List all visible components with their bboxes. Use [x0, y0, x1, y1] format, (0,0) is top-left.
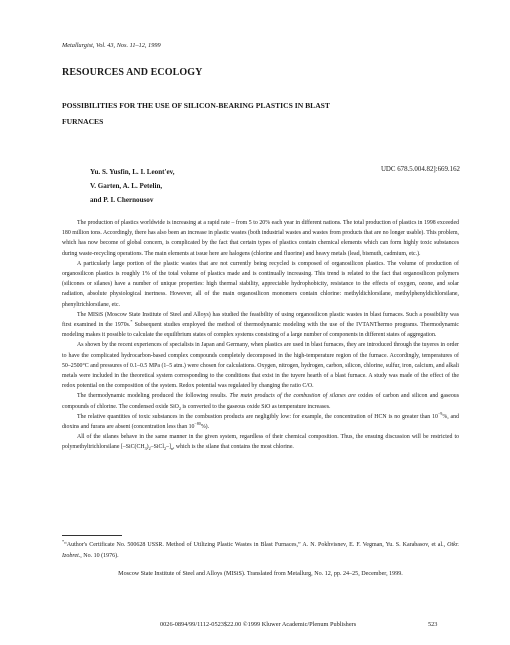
footnote-text: , No. 10 (1976).	[80, 553, 119, 559]
subscript: 2	[148, 446, 151, 452]
footnote-marker: *	[62, 539, 65, 544]
footnote-text: “Author's Certificate No. 500628 USSR. Method of Utilizing Plastic Wastes in Blast Furnaces,” A. N. Pokhvisnev, E. F. Vegman, Yu. S. Karabasov, et al.,	[64, 542, 448, 548]
paragraph-text: All of the silanes behave in the same manner in the given system, regardless of their chemical composition. Thus, the ensuing discussion will be restricted to polymethyltrichlorsilane [–SiC(CH	[62, 434, 459, 451]
footnote	[62, 540, 459, 562]
affiliation-note: Moscow State Institute of Steel and Alloys (MISiS). Translated from Metallurg, No. 12, pp. 24–25, December, 1999.	[118, 571, 403, 577]
paragraph-text: The MISiS (Moscow State Institute of Steel and Alloys) has studied the feasibility of using organosilicon plastic wastes in blast furnaces. Such a possibility was first examined in the 1970s.	[62, 311, 459, 329]
author-list	[90, 165, 280, 207]
udc-code: UDC 678.5.004.82]:669.162	[380, 166, 460, 173]
paragraph-text: oxides of carbon and silicon and gaseous compounds of chlorine. The condensed oxide SiO	[62, 393, 459, 410]
article-body	[62, 218, 459, 453]
emphasis-text: The main products of the combustion of silanes are	[229, 393, 356, 400]
subscript: 3	[144, 446, 147, 452]
page-number: 523	[428, 621, 438, 628]
footnote-marker: *	[130, 319, 133, 325]
paragraph-text: is converted to the gaseous oxide SiO as temperature increases.	[180, 403, 331, 410]
subscript: 2	[178, 405, 181, 411]
article-title: POSSIBILITIES FOR THE USE OF SILICON-BEARING PLASTICS IN BLAST FURNACES	[62, 101, 330, 126]
paragraph-text: The thermodynamic modeling produced the following results.	[77, 393, 230, 400]
paragraph: As shown by the recent experiences of specialists in Japan and Germany, when plastics are used in blast furnaces, they are introduced through the tuyeres in order to have the complicated hydrocarbon-based complex compounds completely decomposed in the high-temperature region of the furnace. Accordingly, temperatures of 50–2500°C and pressures of 0.1–0.5 MPa (1–5 atm.) were chosen for calculations. Oxygen, nitrogen, hydrogen, carbon, silicon, chlorine, sulfur, iron, calcium, and alkali metals were included in the theoretical system corresponding to the conditions that exist in the tuyere hearth of a blast furnace. A study was made of the effect of the redox potential on the composition of the system. Redox potential was regulated by changing the ratio C/O.	[62, 342, 459, 390]
paragraph-text: %).	[200, 424, 210, 431]
paragraph-text: %, and dioxins and furans are absent (concentration less than 10	[62, 413, 459, 431]
superscript: −80	[194, 421, 201, 427]
superscript: −9	[437, 410, 443, 416]
paragraph-text: –SiCl	[150, 444, 164, 451]
paragraph	[62, 310, 459, 341]
paragraph	[62, 412, 459, 432]
paragraph	[62, 432, 459, 452]
section-heading: RESOURCES AND ECOLOGY	[62, 67, 203, 78]
issn-line: 0026-0894/99/1112-0523$22.00 ©1999 Kluwer Academic/Plenum Publishers	[160, 621, 357, 628]
paragraph-text: )	[146, 444, 149, 451]
author-line: and P. I. Chernousov	[90, 196, 154, 204]
subscript: n	[170, 446, 173, 452]
paragraph: The production of plastics worldwide is increasing at a rapid rate – from 5 to 20% each year in different nations. The total production of plastics in 1998 exceeded 180 million tons. Accordingly, there has also been an increase in plastic wastes (both industrial wastes and wastes from products that are no longer usable). This problem, which has now become of global concern, is complicated by the fact that certain types of plastics contain chemical elements which can form highly toxic substances during waste-recycling operations. The main elements at issue here are halogens (chlorine and fluorine) and heavy metals (lead, bismuth, cadmium, etc.).	[62, 220, 459, 257]
paragraph: A particularly large portion of the plastic wastes that are not currently being recycled is composed of organosilicon plastics. The volume of production of organosilicon plastics is roughly 1% of the total volume of plastics made and is continually increasing. This trend is related to the fact that organosilicon polymers (silicones or silanes) have a number of unique properties: high thermal stability, appreciable hydrophobicity, resistance to the effects of oxygen, ozone, and solar radiation, absolute physiological inertness. However, all of the main organosilicon monomers contain chlorine: methyldichlorsilane, methylphenyldichlorsilane, phenyltrichlorsilane, etc.	[62, 260, 459, 308]
paragraph-text: The relative quantities of toxic substances in the combustion products are negligibly low: for example, the concentration of HCN is no greater than 10	[77, 413, 438, 420]
footnote-divider	[62, 535, 122, 536]
paragraph-text: , which is the silane that contains the most chlorine.	[172, 444, 294, 451]
author-line: Yu. S. Yusfin, L. I. Leont'ev,	[90, 168, 175, 176]
paragraph-text: –]	[166, 444, 171, 451]
paragraph-text: Subsequent studies employed the method of thermodynamic modeling with the use of the IVTANThermo programs. Thermodynamic modeling makes it possible to calculate the equilibrium states of complex systems consisting of a large number of components in different states of aggregation.	[62, 322, 459, 339]
paragraph	[62, 391, 459, 411]
journal-line: Metallurgist, Vol. 43, Nos. 11–12, 1999	[62, 42, 161, 49]
author-line: V. Garten, A. L. Petelin,	[90, 182, 163, 190]
subscript: 2	[164, 446, 167, 452]
footnote-journal: Otkr. Izobret.	[62, 542, 459, 559]
